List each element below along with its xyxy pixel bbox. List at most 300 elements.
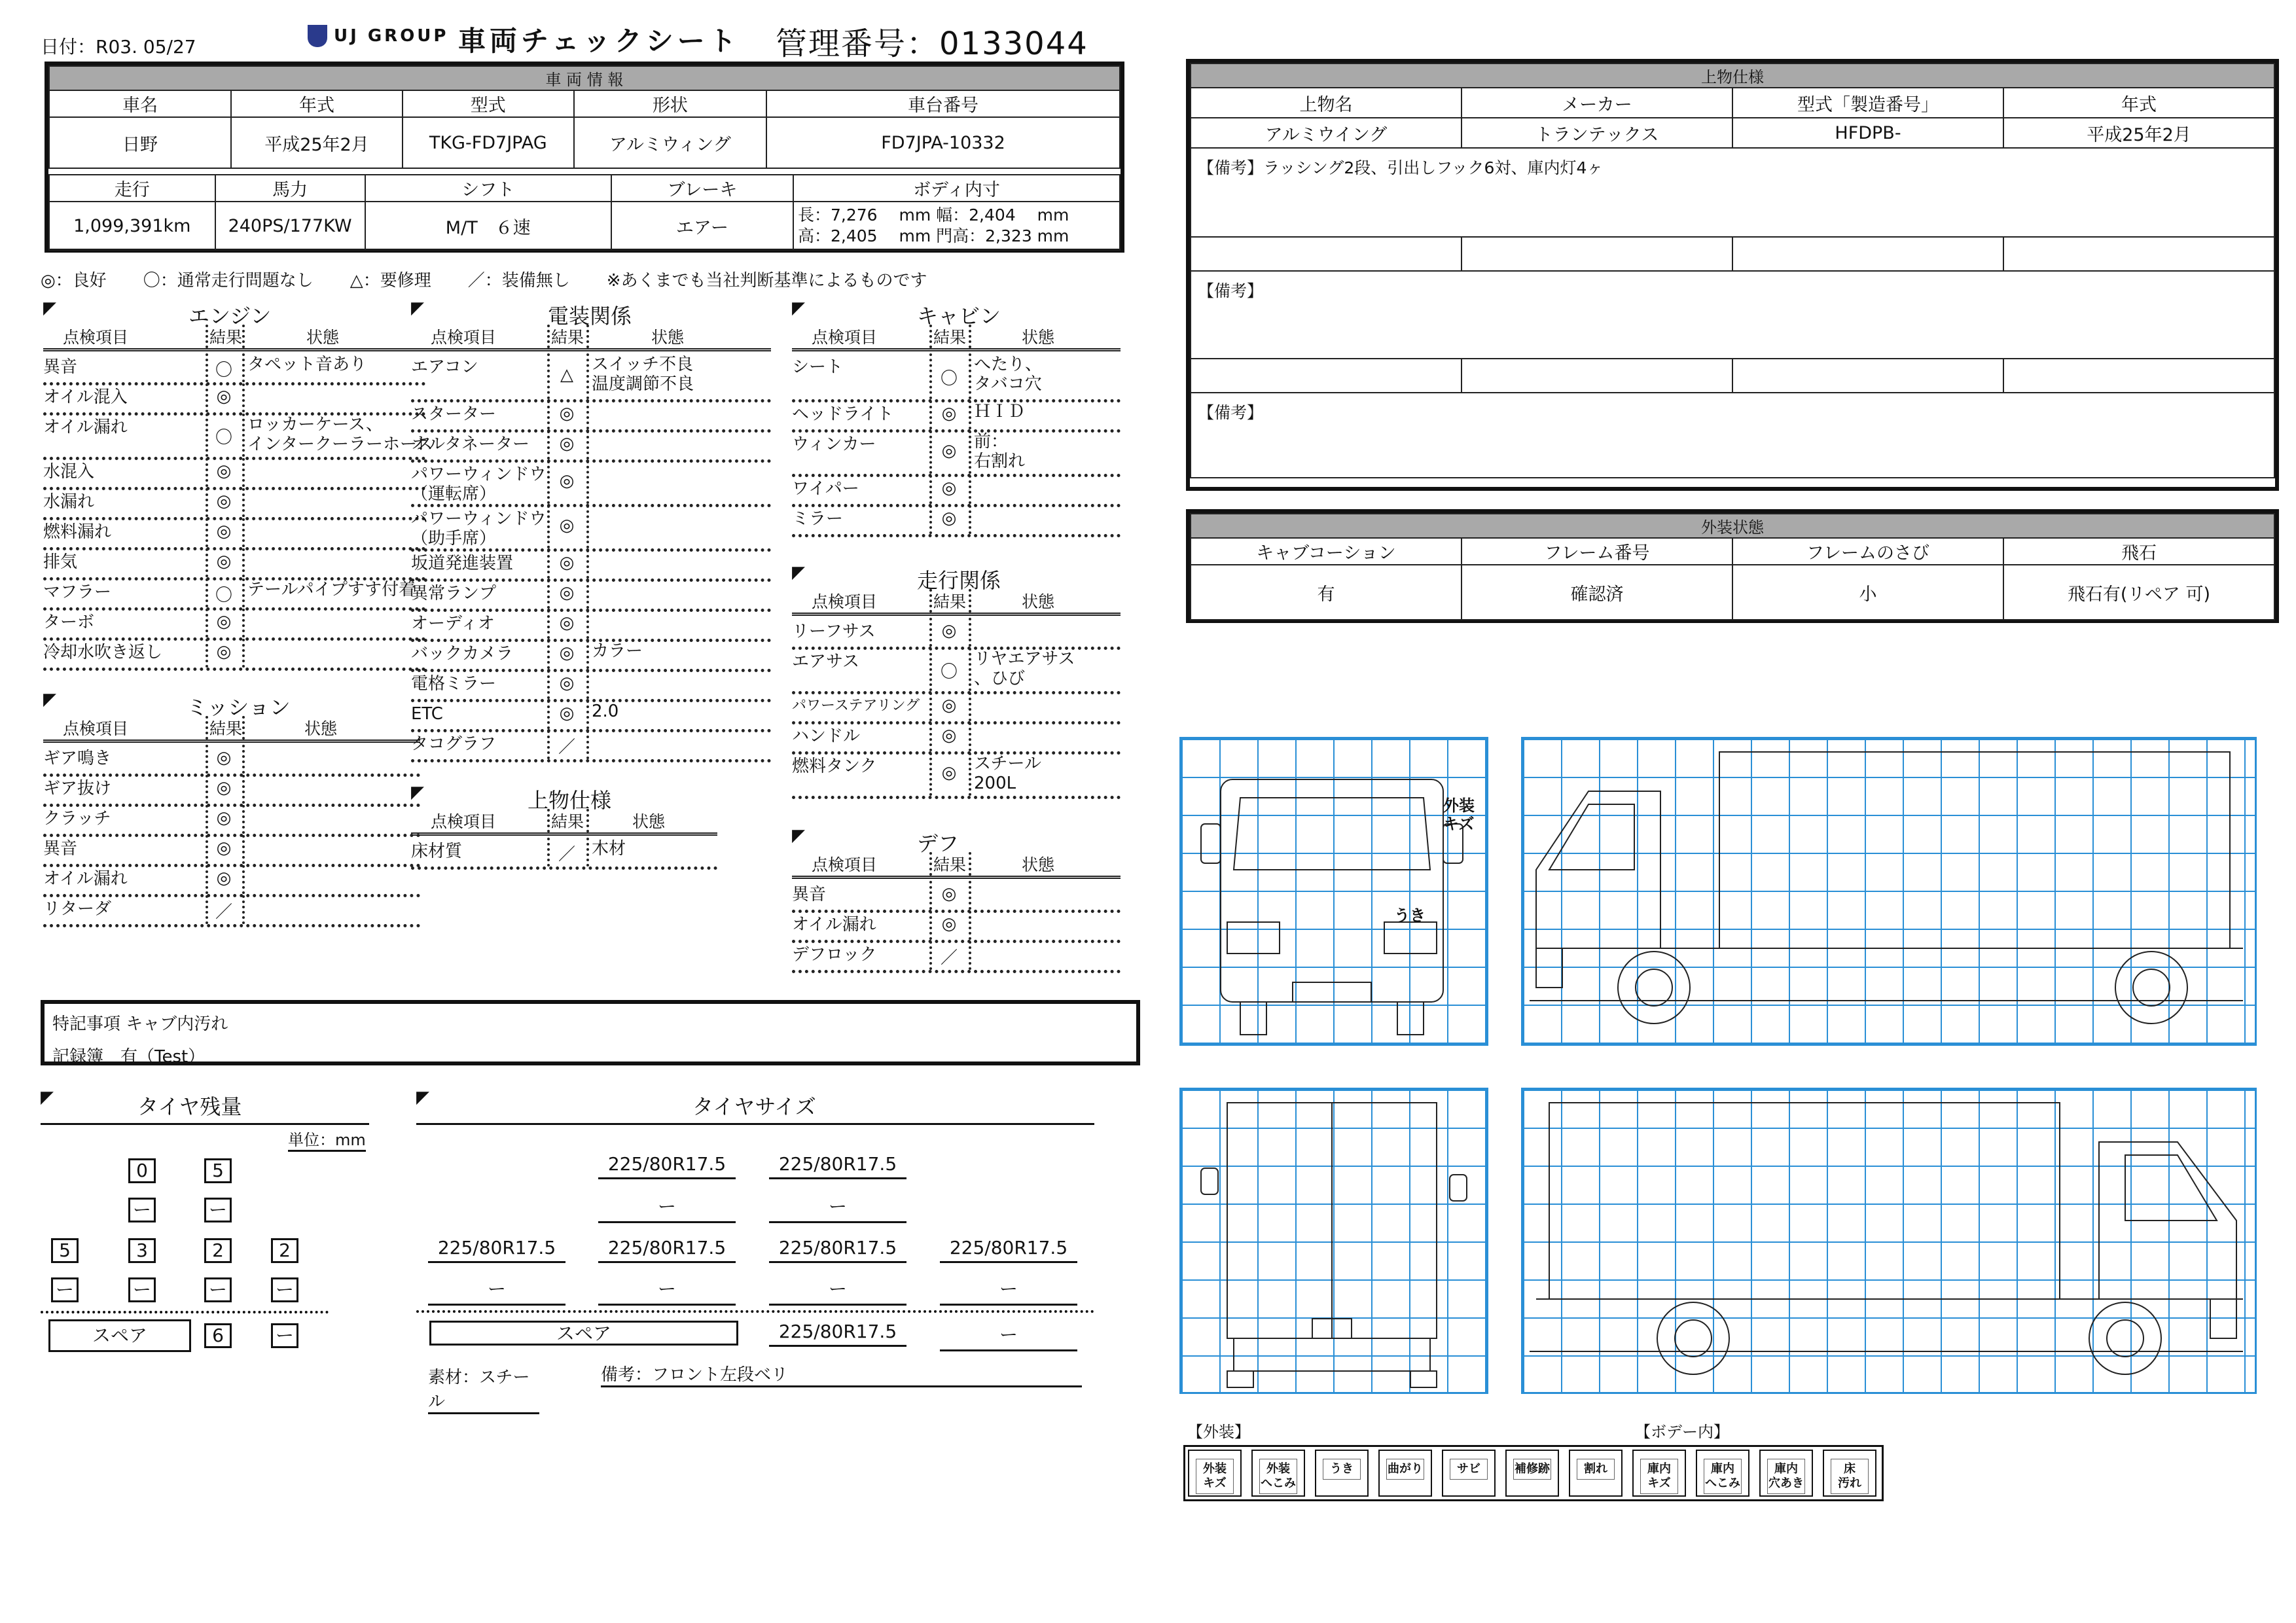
inspection-item: バックカメラ bbox=[411, 644, 514, 664]
triangle-marker-icon: ◤ bbox=[411, 783, 424, 802]
truck-right-diagram[interactable] bbox=[1521, 1088, 2257, 1394]
inspection-row bbox=[792, 431, 1121, 477]
column-divider bbox=[586, 461, 589, 504]
inspection-state: タペット音あり bbox=[247, 355, 367, 374]
company-logo bbox=[308, 25, 448, 47]
column-divider bbox=[929, 589, 932, 613]
column-divider bbox=[242, 835, 245, 864]
column-divider bbox=[969, 325, 971, 348]
column-divider bbox=[206, 716, 208, 740]
column-divider bbox=[929, 648, 932, 691]
inspection-result: ◎ bbox=[559, 613, 575, 633]
inspection-result: ◎ bbox=[216, 868, 232, 888]
inspection-item: ワイパー bbox=[792, 479, 859, 499]
vh-shape: 形状 bbox=[574, 90, 766, 117]
column-divider bbox=[242, 488, 245, 517]
tire-remain-unit: 単位：mm bbox=[288, 1127, 366, 1152]
body-spec-header: 上物仕様 bbox=[1191, 63, 2274, 88]
inspection-row bbox=[411, 401, 771, 433]
header-rule bbox=[792, 613, 1121, 616]
inspection-row bbox=[43, 745, 420, 777]
column-head-item: 点検項目 bbox=[63, 328, 129, 347]
vehicle-info-box bbox=[45, 62, 1124, 253]
inspection-item: ETC bbox=[411, 704, 443, 724]
ex-head-rust: フレームのさび bbox=[1732, 538, 2003, 565]
logo-mark-icon bbox=[308, 25, 327, 47]
inspection-state: 2.0 bbox=[592, 702, 619, 721]
inspection-result: ◎ bbox=[941, 696, 957, 715]
vh-model: 型式 bbox=[403, 90, 574, 117]
column-divider bbox=[242, 414, 245, 457]
inspection-result: ◎ bbox=[559, 434, 575, 454]
column-head-state: 状態 bbox=[1022, 855, 1055, 874]
inspection-result: ◎ bbox=[216, 808, 232, 828]
tire-remark: 備考：フロント左段ベリ bbox=[601, 1361, 1082, 1387]
running-title: 走行関係 bbox=[917, 568, 1001, 593]
inspection-result: ◎ bbox=[559, 704, 575, 723]
diagram-ext-scratch-label-2: キズ bbox=[1443, 815, 1475, 833]
damage-type-icon[interactable] bbox=[1315, 1450, 1369, 1497]
column-divider bbox=[547, 838, 550, 866]
bs-val-year: 平成25年2月 bbox=[2003, 118, 2274, 148]
inspection-result: ◎ bbox=[941, 884, 957, 904]
column-divider bbox=[242, 716, 245, 740]
column-divider bbox=[547, 550, 550, 579]
bs-remark-3: 【備考】 bbox=[1191, 393, 2274, 478]
inspection-item: 坂道発進装置 bbox=[411, 554, 514, 573]
vv-dims-2: 高：2,405 mm 門高：2,323 mm bbox=[797, 226, 1069, 245]
column-divider bbox=[547, 505, 550, 548]
inspection-row bbox=[792, 722, 1121, 755]
inspection-result: ◎ bbox=[941, 508, 957, 528]
column-divider bbox=[586, 610, 589, 639]
column-head-state: 状態 bbox=[304, 719, 338, 738]
engine-title: エンジン bbox=[188, 304, 272, 329]
inspection-row bbox=[43, 458, 425, 490]
column-divider bbox=[586, 700, 589, 729]
inspection-item: 水漏れ bbox=[43, 492, 95, 512]
column-divider bbox=[547, 325, 550, 348]
engine-section-heading bbox=[43, 298, 56, 318]
inspection-row bbox=[43, 865, 420, 897]
mission-title: ミッション bbox=[187, 695, 291, 720]
inspection-result: △ bbox=[560, 365, 573, 385]
inspection-row bbox=[411, 670, 771, 702]
inspection-row bbox=[411, 640, 771, 672]
inspection-item: ウィンカー bbox=[792, 435, 876, 454]
legend-repair: △：要修理 bbox=[350, 271, 431, 291]
management-number: 管理番号：0133044 bbox=[776, 26, 1088, 62]
damage-type-icon[interactable] bbox=[1823, 1450, 1876, 1497]
triangle-marker-icon: ◤ bbox=[43, 690, 56, 709]
damage-type-label: サビ bbox=[1450, 1459, 1488, 1480]
inspection-item: 電格ミラー bbox=[411, 674, 497, 694]
tire-remain-rear-4: 2 bbox=[271, 1238, 298, 1263]
column-divider bbox=[929, 881, 932, 910]
column-head-state: 状態 bbox=[1022, 328, 1055, 347]
column-divider bbox=[586, 838, 589, 866]
column-divider bbox=[929, 852, 932, 876]
electric-section-heading bbox=[411, 298, 424, 318]
column-divider bbox=[586, 401, 589, 429]
inspection-row bbox=[792, 505, 1121, 537]
ex-val-caution: 有 bbox=[1191, 565, 1462, 620]
column-head-item: 点検項目 bbox=[812, 855, 878, 874]
inspection-row bbox=[411, 700, 771, 732]
column-divider bbox=[929, 325, 932, 348]
triangle-marker-icon: ◤ bbox=[41, 1088, 54, 1107]
inspection-result: ◎ bbox=[216, 778, 232, 798]
column-divider bbox=[929, 692, 932, 721]
inspection-result: ◎ bbox=[941, 441, 957, 461]
inspection-result: 〇 bbox=[940, 662, 958, 682]
inspection-item: シート bbox=[792, 357, 844, 377]
inspection-row bbox=[792, 618, 1121, 650]
column-head-result: 結果 bbox=[209, 328, 243, 347]
tire-remain-rear-4b: ー bbox=[271, 1277, 298, 1302]
tire-remain-rear-3b: ー bbox=[204, 1277, 232, 1302]
ex-head-chip: 飛石 bbox=[2003, 538, 2274, 565]
bs-head-maker: メーカー bbox=[1462, 88, 1732, 118]
legend-ok: 〇：通常走行問題なし bbox=[143, 271, 314, 291]
column-divider bbox=[586, 431, 589, 459]
column-divider bbox=[586, 580, 589, 609]
damage-type-label: 床 汚れ bbox=[1831, 1459, 1869, 1494]
inspection-item: オイル混入 bbox=[43, 387, 128, 407]
tire-remain-front-right-2: ー bbox=[204, 1198, 232, 1222]
inspection-result: ◎ bbox=[941, 404, 957, 423]
damage-type-icon[interactable] bbox=[1696, 1450, 1749, 1497]
column-divider bbox=[969, 881, 971, 910]
bs-val-maker: トランテックス bbox=[1462, 118, 1732, 148]
column-divider bbox=[242, 458, 245, 487]
column-divider bbox=[969, 475, 971, 504]
triangle-marker-icon: ◤ bbox=[792, 826, 805, 846]
inspection-result: 〇 bbox=[215, 428, 232, 448]
page-title: 車両チェックシート bbox=[458, 25, 740, 57]
column-divider bbox=[547, 431, 550, 459]
inspection-row bbox=[792, 753, 1121, 799]
column-divider bbox=[586, 550, 589, 579]
tire-size-spare-b: ー bbox=[940, 1321, 1077, 1351]
legend bbox=[41, 267, 927, 291]
inspection-state: リヤエアサス 、ひび bbox=[974, 649, 1075, 688]
inspection-result: ◎ bbox=[216, 522, 232, 541]
column-head-item: 点検項目 bbox=[812, 328, 878, 347]
inspection-result: ◎ bbox=[216, 552, 232, 571]
column-divider bbox=[969, 852, 971, 876]
ex-val-frame: 確認済 bbox=[1462, 565, 1732, 620]
column-divider bbox=[547, 401, 550, 429]
column-divider bbox=[547, 580, 550, 609]
column-head-result: 結果 bbox=[933, 855, 967, 874]
damage-type-label: 割れ bbox=[1577, 1459, 1615, 1480]
inspection-item: パワーウィンドウ （助手席） bbox=[411, 509, 547, 548]
vv-year: 平成25年2月 bbox=[231, 117, 403, 168]
inspection-item: 水混入 bbox=[43, 462, 95, 482]
inspection-row bbox=[792, 941, 1121, 973]
vehicle-info-header: 車 両 情 報 bbox=[49, 66, 1120, 90]
header-rule bbox=[43, 740, 420, 743]
vv-dims-1: 長：7,276 mm 幅：2,404 mm bbox=[797, 205, 1069, 224]
column-divider bbox=[969, 722, 971, 751]
inspection-result: ◎ bbox=[941, 478, 957, 498]
inspection-result: ／ bbox=[558, 738, 575, 757]
inspection-result: 〇 bbox=[215, 586, 232, 605]
electric-title: 電装関係 bbox=[548, 304, 632, 329]
column-divider bbox=[969, 692, 971, 721]
damage-type-icon[interactable] bbox=[1759, 1450, 1813, 1497]
inspection-result: ◎ bbox=[216, 461, 232, 481]
truck-rear-diagram[interactable] bbox=[1179, 1088, 1488, 1394]
column-divider bbox=[242, 775, 245, 804]
tire-remain-front-left: 0 bbox=[128, 1158, 156, 1183]
column-divider bbox=[969, 505, 971, 534]
column-head-item: 点検項目 bbox=[431, 812, 497, 831]
inspection-row bbox=[43, 414, 433, 460]
inspection-item: 異音 bbox=[792, 885, 827, 904]
column-divider bbox=[969, 401, 971, 429]
column-divider bbox=[929, 475, 932, 504]
tire-material: 素材：スチール bbox=[428, 1364, 539, 1414]
column-divider bbox=[929, 353, 932, 399]
tire-size-title: タイヤサイズ bbox=[692, 1094, 816, 1119]
column-head-result: 結果 bbox=[933, 328, 967, 347]
column-head-result: 結果 bbox=[933, 592, 967, 611]
damage-type-label: 庫内 穴あき bbox=[1767, 1459, 1805, 1494]
column-head-state: 状態 bbox=[306, 328, 340, 347]
vh-power: 馬力 bbox=[215, 175, 365, 202]
tire-remain-front-right: 5 bbox=[204, 1158, 232, 1183]
tire-remain-spare: 6 bbox=[204, 1323, 232, 1348]
column-divider bbox=[969, 353, 971, 399]
inspection-state: へたり、 タバコ穴 bbox=[974, 355, 1043, 394]
column-divider bbox=[969, 753, 971, 796]
inspection-result: ◎ bbox=[559, 553, 575, 573]
column-divider bbox=[242, 353, 245, 382]
column-head-state: 状態 bbox=[632, 812, 666, 831]
inspection-item: タコグラフ bbox=[411, 734, 497, 754]
inspection-item: 異音 bbox=[43, 357, 78, 377]
column-divider bbox=[547, 730, 550, 759]
vv-shift: M/T ６速 bbox=[365, 202, 611, 250]
bs-head-year: 年式 bbox=[2003, 88, 2274, 118]
inspection-row bbox=[43, 383, 425, 416]
diff-title: デフ bbox=[917, 831, 960, 856]
column-divider bbox=[242, 805, 245, 834]
triangle-marker-icon: ◤ bbox=[792, 563, 805, 582]
tire-remain-rear-3: 2 bbox=[204, 1238, 232, 1263]
inspection-result: ／ bbox=[215, 902, 232, 922]
column-head-result: 結果 bbox=[551, 328, 584, 347]
inspection-result: ◎ bbox=[941, 914, 957, 934]
column-divider bbox=[206, 325, 208, 348]
column-head-result: 結果 bbox=[551, 812, 584, 831]
inspection-state: ロッカーケース、 インタークーラーホース bbox=[247, 415, 433, 454]
cabin-title: キャビン bbox=[917, 304, 1001, 329]
column-divider bbox=[969, 648, 971, 691]
inspection-item: オイル漏れ bbox=[43, 869, 128, 889]
column-divider bbox=[547, 610, 550, 639]
exterior-header: 外装状態 bbox=[1191, 514, 2274, 538]
inspection-row bbox=[43, 488, 425, 520]
ex-val-chip: 飛石有(リペア 可) bbox=[2003, 565, 2274, 620]
inspection-item: オイル漏れ bbox=[43, 418, 128, 437]
inspection-row bbox=[411, 431, 771, 463]
damage-type-icon[interactable] bbox=[1632, 1450, 1686, 1497]
column-divider bbox=[929, 722, 932, 751]
tire-remain-front-left-2: ー bbox=[128, 1198, 156, 1222]
inspection-item: 異音 bbox=[43, 839, 78, 859]
column-head-state: 状態 bbox=[1022, 592, 1055, 611]
column-head-state: 状態 bbox=[651, 328, 685, 347]
column-divider bbox=[547, 353, 550, 399]
running-section-heading bbox=[792, 563, 805, 582]
column-divider bbox=[929, 431, 932, 474]
notes-box bbox=[41, 1000, 1140, 1065]
inspection-row bbox=[43, 609, 425, 641]
vh-brake: ブレーキ bbox=[611, 175, 793, 202]
inspection-result: ◎ bbox=[559, 643, 575, 663]
inspection-result: ◎ bbox=[559, 673, 575, 693]
column-divider bbox=[242, 383, 245, 412]
inspection-result: ◎ bbox=[941, 621, 957, 641]
tire-remain-rear-2b: ー bbox=[128, 1277, 156, 1302]
inspection-row bbox=[43, 639, 425, 671]
tire-size-front-1: 225/80R17.5 bbox=[598, 1153, 736, 1179]
diagram-ext-scratch-label: 外装 bbox=[1443, 796, 1475, 815]
inspection-result: ／ bbox=[558, 845, 575, 865]
column-divider bbox=[242, 548, 245, 577]
ex-head-frame: フレーム番号 bbox=[1462, 538, 1732, 565]
column-divider bbox=[547, 670, 550, 699]
damage-type-icon[interactable] bbox=[1251, 1450, 1305, 1497]
column-divider bbox=[242, 745, 245, 774]
inspection-state: ＨＩＤ bbox=[974, 402, 1026, 421]
damage-type-label: 外装 キズ bbox=[1196, 1459, 1234, 1494]
bs-head-model: 型式「製造番号」 bbox=[1732, 88, 2003, 118]
inspection-result: 〇 bbox=[940, 369, 958, 389]
inspection-item: オルタネーター bbox=[411, 435, 529, 454]
column-divider bbox=[242, 639, 245, 668]
header-rule bbox=[411, 348, 771, 351]
inspection-result: ◎ bbox=[216, 838, 232, 858]
header-rule bbox=[792, 348, 1121, 351]
column-divider bbox=[547, 700, 550, 729]
column-divider bbox=[929, 618, 932, 647]
tire-size-rear-3b: ー bbox=[769, 1275, 906, 1306]
vh-year: 年式 bbox=[231, 90, 403, 117]
truck-left-diagram[interactable] bbox=[1521, 737, 2257, 1046]
inspection-result: ◎ bbox=[216, 491, 232, 511]
vv-model: TKG-FD7JPAG bbox=[403, 117, 574, 168]
tire-size-rear-1b: ー bbox=[428, 1275, 565, 1306]
column-divider bbox=[969, 589, 971, 613]
inspection-result: ◎ bbox=[216, 387, 232, 406]
inspection-row bbox=[792, 911, 1121, 943]
damage-type-label: 庫内 へこみ bbox=[1704, 1459, 1742, 1494]
legend-none: ／：装備無し bbox=[467, 271, 570, 291]
damage-icon-legend bbox=[1183, 1445, 1884, 1501]
inspection-state: スチール 200L bbox=[974, 754, 1041, 793]
inspection-item: オイル漏れ bbox=[792, 915, 876, 935]
column-divider bbox=[586, 325, 589, 348]
inspection-row bbox=[411, 730, 771, 762]
tire-size-rear-4: 225/80R17.5 bbox=[940, 1237, 1077, 1263]
tire-size-front-2: 225/80R17.5 bbox=[769, 1153, 906, 1179]
column-divider bbox=[969, 618, 971, 647]
inspection-row bbox=[411, 505, 771, 552]
vh-name: 車名 bbox=[49, 90, 231, 117]
upper-title: 上物仕様 bbox=[528, 788, 612, 813]
legend-note: ※あくまでも当社判断基準によるものです bbox=[606, 271, 927, 291]
check-date: 日付：R03. 05/27 bbox=[41, 36, 196, 58]
tire-remain-spare-b: ー bbox=[271, 1323, 298, 1348]
inspection-item: 床材質 bbox=[411, 842, 463, 861]
inspection-result: ◎ bbox=[559, 516, 575, 535]
column-divider bbox=[929, 753, 932, 796]
bs-val-model: HFDPB- bbox=[1732, 118, 2003, 148]
inspection-row bbox=[43, 895, 420, 927]
inspection-row bbox=[43, 579, 425, 611]
inspection-row bbox=[411, 550, 771, 582]
damage-type-icon[interactable] bbox=[1505, 1450, 1559, 1497]
tire-remain-title-row bbox=[41, 1088, 54, 1107]
inspection-item: 排気 bbox=[43, 552, 78, 572]
ex-head-caution: キャブコーション bbox=[1191, 538, 1462, 565]
column-divider bbox=[586, 670, 589, 699]
body-spec-box bbox=[1186, 59, 2279, 491]
tire-size-front-1b: ー bbox=[598, 1192, 736, 1223]
damage-type-icon[interactable] bbox=[1569, 1450, 1623, 1497]
damage-type-label: 庫内 キズ bbox=[1640, 1459, 1678, 1494]
icons-ext-label: 【外装】 bbox=[1187, 1423, 1250, 1441]
inspection-result: ◎ bbox=[216, 748, 232, 768]
truck-front-diagram[interactable] bbox=[1179, 737, 1488, 1046]
header-rule bbox=[411, 832, 717, 836]
notes-line-1: 特記事項 キャブ内汚れ bbox=[52, 1014, 228, 1034]
inspection-item: 燃料タンク bbox=[792, 757, 877, 776]
vv-chassis: FD7JPA-10332 bbox=[766, 117, 1120, 168]
vv-shape: アルミウィング bbox=[574, 117, 766, 168]
vh-mileage: 走行 bbox=[49, 175, 215, 202]
inspection-item: 燃料漏れ bbox=[43, 522, 112, 542]
inspection-item: エアコン bbox=[411, 357, 478, 377]
damage-type-icon[interactable] bbox=[1378, 1450, 1432, 1497]
damage-type-icon[interactable] bbox=[1442, 1450, 1496, 1497]
inspection-item: エアサス bbox=[792, 652, 859, 671]
column-divider bbox=[586, 505, 589, 548]
column-head-item: 点検項目 bbox=[812, 592, 878, 611]
vh-body-dims: ボディ内寸 bbox=[793, 175, 1120, 202]
tire-remain-rear-2: 3 bbox=[128, 1238, 156, 1263]
column-divider bbox=[929, 911, 932, 940]
legend-good: ◎：良好 bbox=[41, 271, 107, 291]
inspection-row bbox=[792, 475, 1121, 507]
column-divider bbox=[547, 461, 550, 504]
inspection-result: ◎ bbox=[216, 642, 232, 662]
tire-size-rear-2b: ー bbox=[598, 1275, 736, 1306]
inspection-row bbox=[792, 648, 1121, 694]
inspection-item: パワーウィンドウ （運転席） bbox=[411, 465, 547, 504]
inspection-item: クラッチ bbox=[43, 809, 111, 829]
inspection-row bbox=[792, 881, 1121, 913]
upper-section-heading bbox=[411, 783, 424, 802]
triangle-marker-icon: ◤ bbox=[411, 298, 424, 318]
inspection-row bbox=[411, 353, 771, 402]
inspection-row bbox=[411, 838, 717, 870]
damage-type-icon[interactable] bbox=[1188, 1450, 1242, 1497]
